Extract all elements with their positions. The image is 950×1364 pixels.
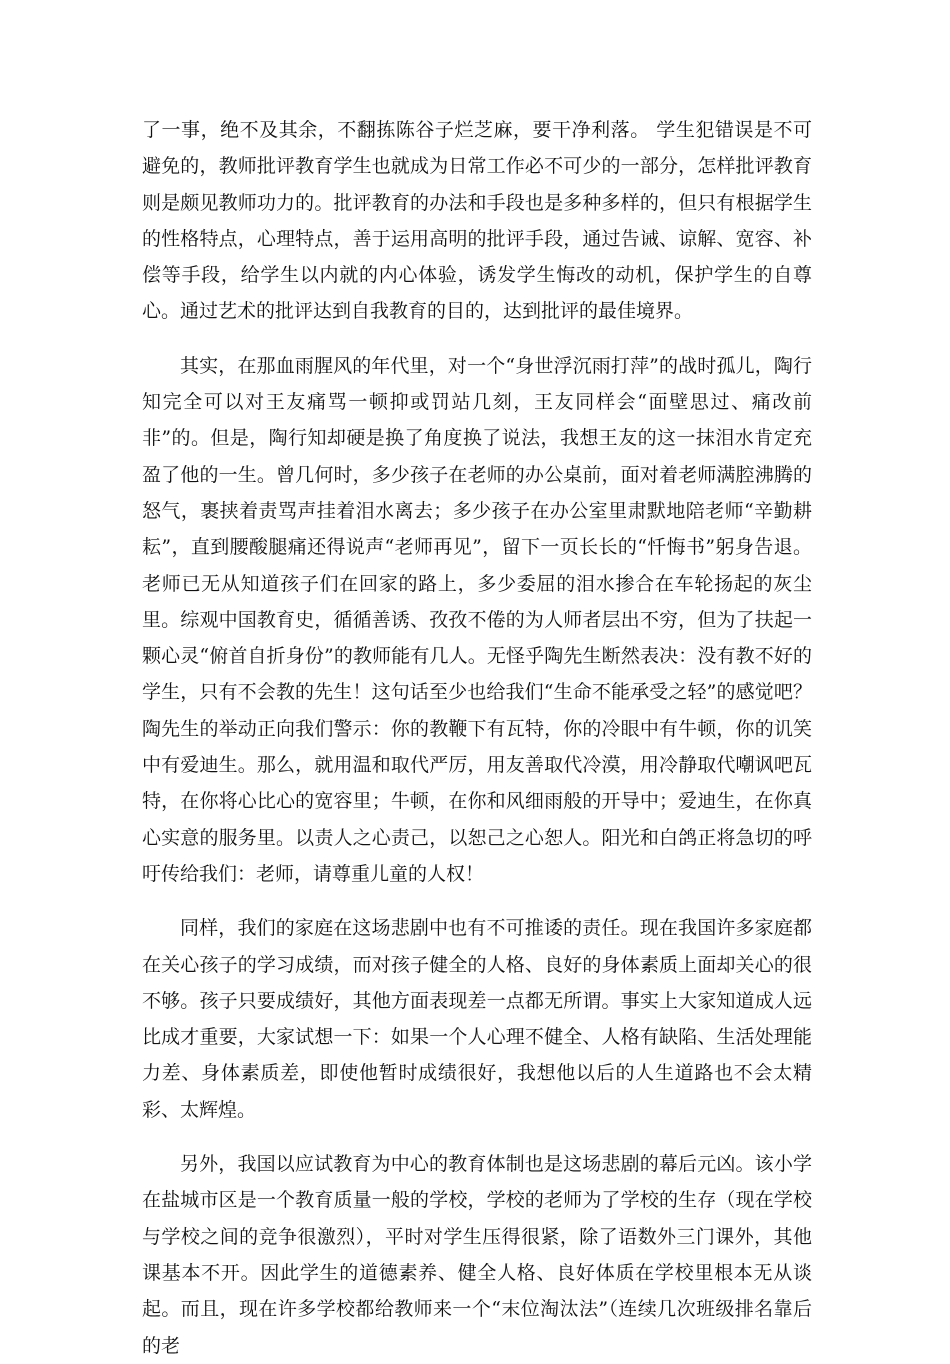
paragraph-gap: [142, 892, 812, 910]
paragraph-gap: [142, 330, 812, 348]
document-body: [142, 112, 812, 1364]
paragraph-3: 同样，我们的家庭在这场悲剧中也有不可推诿的责任。现在我国许多家庭都在关心孩子的学习成绩，而对孩子健全的人格、良好的身体素质上面却关心的很不够。孩子只要成绩好，其他方面表现差一点都无所谓。事实上大家知道成人远比成才重要，大家试想一下：如果一个人心理不健全、人格有缺陷、生活处理能力差、身体素质差，即使他暂时成绩很好，我想他以后的人生道路也不会太精彩、太辉煌。: [142, 917, 812, 1121]
paragraph-4: 另外，我国以应试教育为中心的教育体制也是这场悲剧的幕后元凶。该小学在盐城市区是一个教育质量一般的学校，学校的老师为了学校的生存（现在学校与学校之间的竞争很激烈），平时对学生压得很紧，除了语数外三门课外，其他课基本不开。因此学生的道德素养、健全人格、良好体质在学校里根本无从谈起。而且，现在许多学校都给教师来一个“末位淘汰法”（连续几次班级排名靠后的老: [142, 1153, 812, 1357]
paragraph-2: 其实，在那血雨腥风的年代里，对一个“身世浮沉雨打萍”的战时孤儿，陶行知完全可以对王友痛骂一顿抑或罚站几刻，王友同样会“面壁思过、痛改前非”的。但是，陶行知却硬是换了角度换了说法，我想王友的这一抹泪水肯定充盈了他的一生。曾几何时，多少孩子在老师的办公桌前，面对着老师满腔沸腾的怒气，裹挟着责骂声挂着泪水离去；多少孩子在办公室里肃默地陪老师“辛勤耕耘”，直到腰酸腿痛还得说声“老师再见”，留下一页长长的“忏悔书”躬身告退。老师已无从知道孩子们在回家的路上，多少委屈的泪水掺合在车轮扬起的灰尘里。综观中国教育史，循循善诱、孜孜不倦的为人师者层出不穷，但为了扶起一颗心灵“俯首自折身份”的教师能有几人。无怪乎陶先生断然表决：没有教不好的学生，只有不会教的先生！这句话至少也给我们“生命不能承受之轻”的感觉吧？陶先生的举动正向我们警示：你的教鞭下有瓦特，你的冷眼中有牛顿，你的讥笑中有爱迪生。那么，就用温和取代严厉，用友善取代冷漠，用冷静取代嘲讽吧瓦特，在你将心比心的宽容里；牛顿，在你和风细雨般的开导中；爱迪生，在你真心实意的服务里。以责人之心责己，以恕己之心恕人。阳光和白鸽正将急切的呼吁传给我们：老师，请尊重儿童的人权！: [142, 354, 812, 885]
paragraph-1: 了一事，绝不及其余，不翻拣陈谷子烂芝麻，要干净利落。 学生犯错误是不可避免的，教师批评教育学生也就成为日常工作必不可少的一部分，怎样批评教育则是颇见教师功力的。批评教育的办法和手段也是多种多样的，但只有根据学生的性格特点，心理特点，善于运用高明的批评手段，通过告诫、谅解、宽容、补偿等手段，给学生以内就的内心体验，诱发学生悔改的动机，保护学生的自尊心。通过艺术的批评达到自我教育的目的，达到批评的最佳境界。: [142, 119, 812, 323]
paragraph-gap: [142, 1128, 812, 1146]
